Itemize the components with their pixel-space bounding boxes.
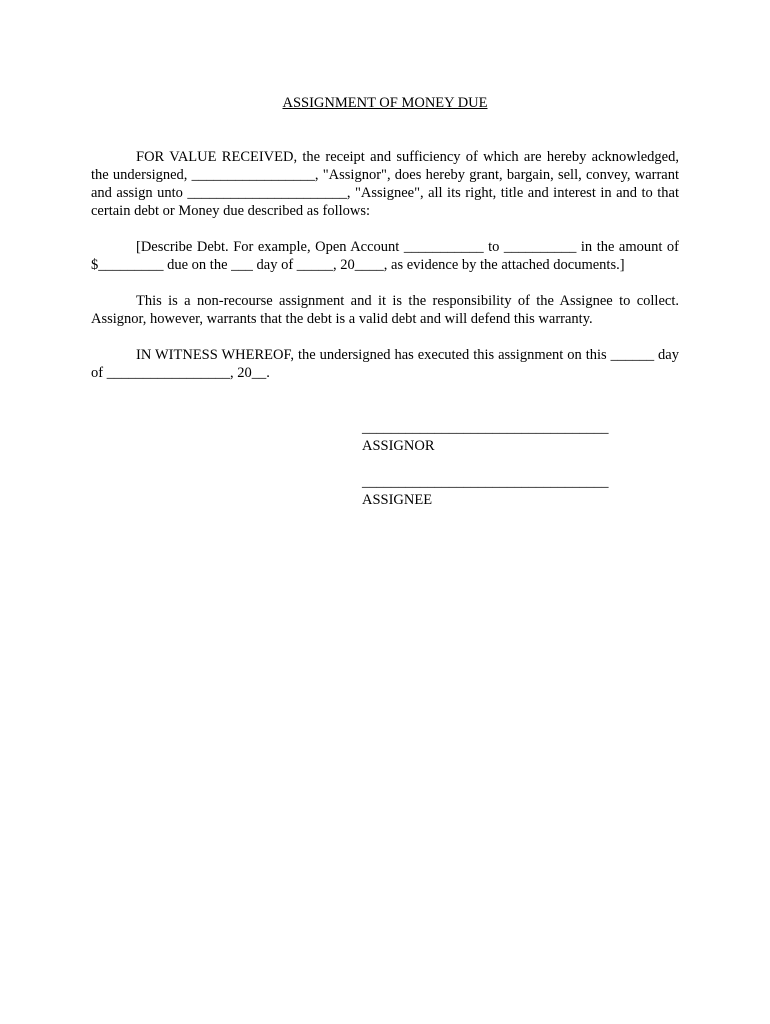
assignor-label: ASSIGNOR — [362, 438, 435, 454]
assignee-label: ASSIGNEE — [362, 492, 433, 508]
document-title: ASSIGNMENT OF MONEY DUE — [282, 95, 488, 111]
paragraph-non-recourse: This is a non-recourse assignment and it is the responsibility of the Assignee to collect. Assignor, however, warrants that the debt is a valid debt and will defend this warranty. — [91, 293, 679, 327]
paragraph-describe-debt: [Describe Debt. For example, Open Account ___________ to __________ in the amount of $_________ due on the ___ day of _____, 20____, as evidence by the attached documents.] — [91, 239, 679, 273]
paragraph-value-received: FOR VALUE RECEIVED, the receipt and sufficiency of which are hereby acknowledged, the undersigned, _________________, "Assignor", does hereby grant, bargain, sell, convey, warrant and assign unto ______________________, "Assignee", all its right, title and interest in and to that certain debt or Money due described as follows: — [91, 149, 679, 219]
assignor-signature-line: __________________________________ — [362, 420, 609, 436]
paragraph-in-witness: IN WITNESS WHEREOF, the undersigned has executed this assignment on this ______ day of _________________, 20__. — [91, 347, 679, 381]
assignee-signature-line: __________________________________ — [362, 474, 609, 490]
